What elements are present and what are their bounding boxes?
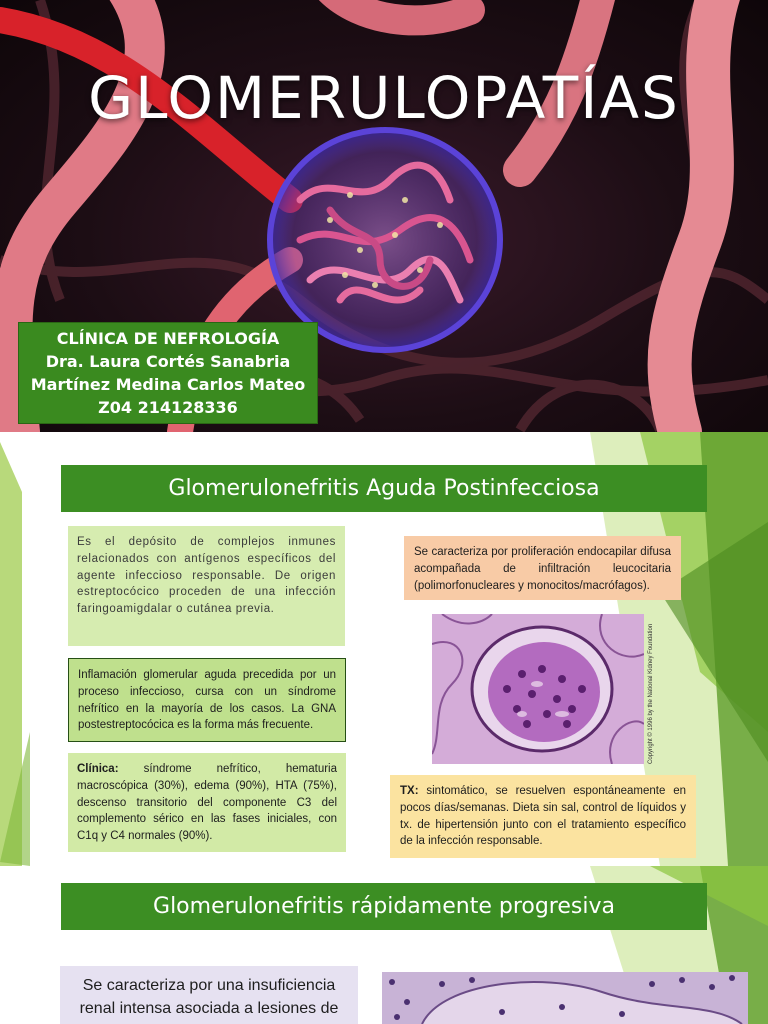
gnrp-intro-box: Se caracteriza por una insuficiencia renal intensa asociada a lesiones de	[60, 966, 358, 1024]
student-id: Z04 214128336	[98, 398, 238, 417]
clinic-name: CLÍNICA DE NEFROLOGÍA	[56, 329, 280, 348]
gna-histology-image	[432, 614, 644, 764]
gnrp-histology-image	[382, 972, 748, 1024]
gna-treatment-box	[390, 775, 696, 858]
gna-title-banner: Glomerulonefritis Aguda Postinfecciosa	[61, 465, 707, 512]
title-slide	[0, 0, 768, 432]
gna-inflammation-box: Inflamación glomerular aguda precedida por un proceso infeccioso, cursa con un síndrome nefrítico en la mayoría de los casos. La GNA postestreptocócica es la forma más frecuente.	[68, 658, 346, 742]
clinica-text: síndrome nefrítico, hematuria macroscópica (30%), edema (90%), HTA (75%), descenso transitorio del componente C3 del complemento sérico en las fases iniciales, con C1q y C4 normales (90%).	[77, 763, 337, 843]
gna-clinica-box	[68, 753, 346, 852]
clinica-label: Clínica:	[77, 763, 119, 775]
author-info-box	[18, 322, 318, 424]
gna-characterization-box: Se caracteriza por proliferación endocapilar difusa acompañada de infiltración leucocitaria (polimorfonucleares y monocitos/macrófagos).	[404, 536, 681, 600]
tx-text: sintomático, se resuelven espontáneamente en pocos días/semanas. Dieta sin sal, control de líquidos y tx. de hipertensión junto con el tratamiento específico de la infección responsable.	[400, 785, 686, 848]
presentation-title: GLOMERULOPATÍAS	[88, 64, 680, 132]
student-name: Martínez Medina Carlos Mateo	[30, 375, 306, 394]
doctor-name: Dra. Laura Cortés Sanabria	[45, 352, 291, 371]
gna-definition-box: Es el depósito de complejos inmunes relacionados con antígenos específicos del agente infeccioso responsable. De origen estreptocócico proceden de una infección faringoamigdalar o cutánea previa.	[68, 526, 345, 646]
gnrp-slide	[0, 866, 768, 1024]
gnrp-title-banner: Glomerulonefritis rápidamente progresiva	[61, 883, 707, 930]
tx-label: TX:	[400, 785, 419, 797]
image-copyright: Copyright © 1996 by the National Kidney Foundation	[648, 623, 654, 764]
gna-slide	[0, 432, 768, 866]
